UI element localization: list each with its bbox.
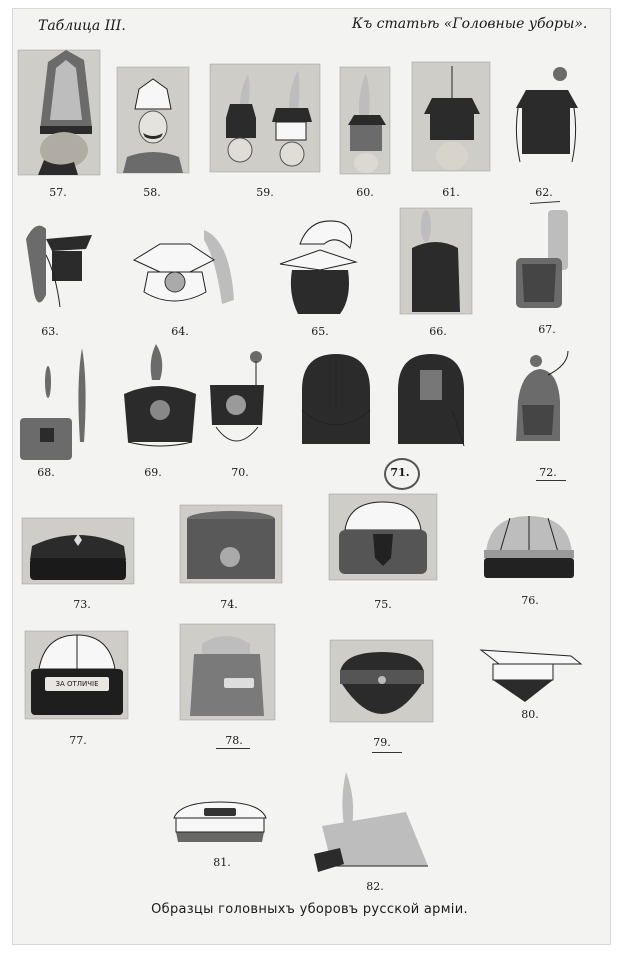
figure-label: 81. [213, 856, 231, 869]
figure-label: 62. [535, 186, 553, 199]
pencil-underline [216, 748, 250, 749]
figure-71b [392, 350, 470, 450]
figure-77 [25, 631, 128, 719]
figure-label: 72. [539, 466, 557, 479]
figure-label: 70. [231, 466, 249, 479]
figure-62 [512, 64, 580, 176]
figure-label: 76. [521, 594, 539, 607]
figure-label: 58. [143, 186, 161, 199]
figure-57 [18, 50, 100, 175]
figure-label: 80. [521, 708, 539, 721]
figure-75 [329, 494, 437, 580]
figure-70 [208, 345, 278, 455]
figure-60 [340, 67, 390, 174]
figure-76 [480, 512, 578, 582]
figure-78 [180, 624, 275, 720]
figure-label: 65. [311, 325, 329, 338]
figure-label: 79. [373, 736, 391, 749]
article-reference: Къ статьѣ «Головные уборы». [352, 16, 588, 32]
badge-ribbon-text: ЗА ОТЛИЧІЕ [55, 680, 99, 688]
figure-63 [16, 215, 96, 315]
figure-label: 66. [429, 325, 447, 338]
figure-72 [508, 345, 572, 455]
plate-title: Таблица III. [38, 18, 126, 34]
figure-label: 60. [356, 186, 374, 199]
figure-61 [412, 62, 490, 171]
figure-64 [130, 220, 240, 315]
figure-79 [330, 640, 433, 722]
figure-82 [310, 768, 430, 874]
figure-label: 68. [37, 466, 55, 479]
figure-label: 64. [171, 325, 189, 338]
figure-label: 78. [225, 734, 243, 747]
figure-label: 77. [69, 734, 87, 747]
figure-74 [180, 505, 282, 583]
figure-label: 73. [73, 598, 91, 611]
figure-label: 82. [366, 880, 384, 893]
figure-label: 69. [144, 466, 162, 479]
figure-58 [117, 67, 189, 173]
figure-71a [296, 350, 376, 450]
figure-label: 75. [374, 598, 392, 611]
figure-81 [170, 798, 270, 848]
figure-label: 59. [256, 186, 274, 199]
figure-label: 57. [49, 186, 67, 199]
figure-label: 74. [220, 598, 238, 611]
figure-80 [475, 642, 585, 704]
plate-caption: Образцы головныхъ уборовъ русской арміи. [151, 902, 468, 917]
figure-65 [280, 214, 360, 316]
figure-67 [512, 208, 582, 310]
figure-69 [120, 340, 200, 455]
figure-59 [210, 64, 320, 172]
figure-73 [22, 518, 134, 584]
figure-label: 61. [442, 186, 460, 199]
pencil-underline [536, 480, 566, 481]
figure-label: 67. [538, 323, 556, 336]
figure-66 [400, 208, 472, 314]
figure-68 [16, 342, 94, 462]
figure-71-label: 71. [390, 466, 410, 479]
figure-label: 63. [41, 325, 59, 338]
pencil-underline [372, 752, 402, 753]
